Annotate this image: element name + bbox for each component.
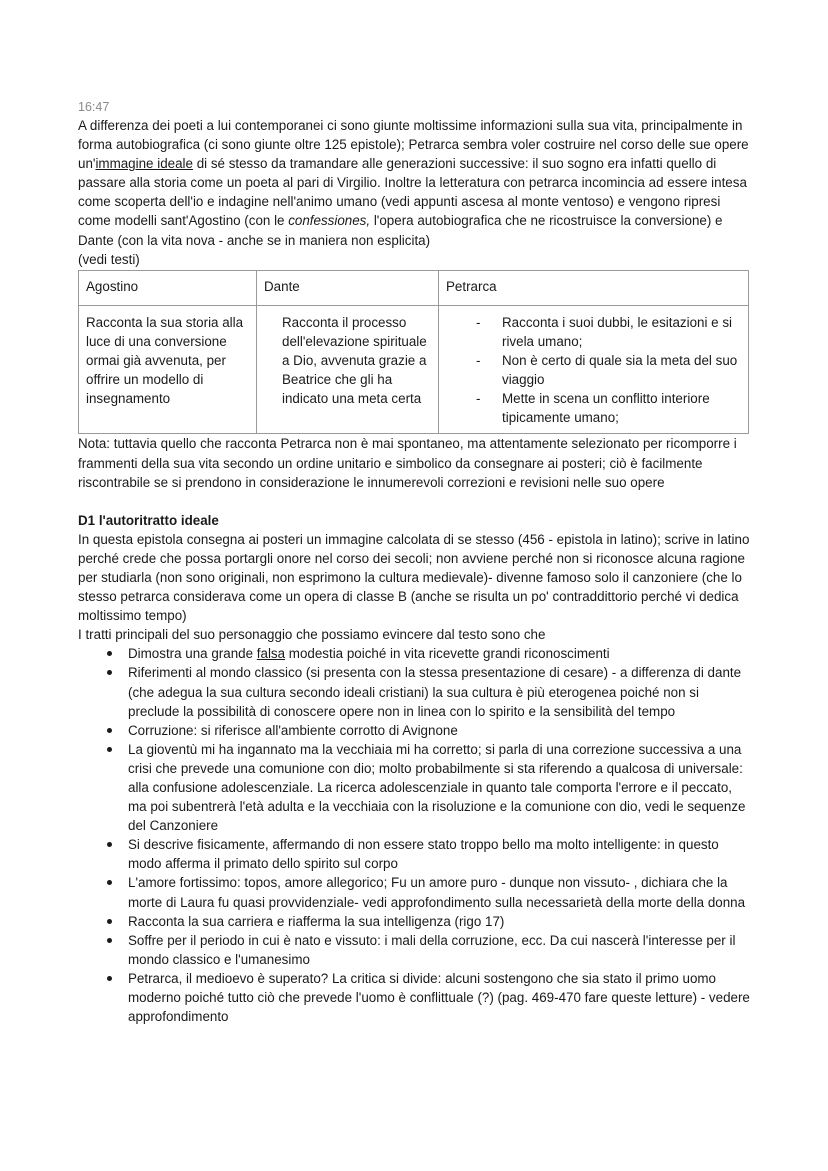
traits-list bbox=[78, 644, 750, 1026]
cell-petrarca bbox=[439, 305, 749, 434]
bullet-text: Dimostra una grande bbox=[128, 646, 257, 662]
bullet-text: modestia poiché in vita ricevette grandi riconoscimenti bbox=[285, 646, 610, 662]
table-row bbox=[79, 305, 749, 434]
list-item: - Mette in scena un conflitto interiore tipicamente umano; bbox=[470, 389, 741, 427]
intro-italic-title: confessiones, bbox=[288, 213, 371, 229]
list-item: - Racconta i suoi dubbi, le esitazioni e si rivela umano; bbox=[470, 313, 741, 351]
cell-dante: Racconta il processo dell'elevazione spirituale a Dio, avvenuta grazie a Beatrice che gli ha indicato una meta certa bbox=[257, 305, 439, 434]
intro-text-2: di sé stesso da tramandare alle generazioni successive: il suo sogno era infatti quello di passare alla storia come un poeta al pari di Virgilio. Inoltre la letteratura con petrarca incomincia ad essere intesa come scoperta dell'io e indagine nell'animo umano (vedi appunti ascesa al monte ventoso) e vengono ripresi come modelli sant'Agostino (con le bbox=[78, 156, 747, 229]
intro-text-1: A differenza dei poeti a lui contemporanei ci sono giunte moltissime informazioni sulla sua vita, principalmente in forma autobiografica (ci sono giunte oltre 125 epistole); Petrarca sembra voler costruire nel corso delle sue opere un' bbox=[78, 118, 749, 172]
list-item: Soffre per il periodo in cui è nato e vissuto: i mali della corruzione, ecc. Da cui nascerà l'interesse per il mondo classico e l'umanesimo bbox=[128, 931, 750, 969]
section-title: D1 l'autoritratto ideale bbox=[78, 512, 219, 528]
list-item: Riferimenti al mondo classico (si presenta con la stessa presentazione di cesare) - a differenza di dante (che adegua la sua cultura secondo ideali cristiani) la sua cultura è più eterogenea poiché non si preclude la possibilità di conoscere opere non in linea con lo spirito e la sensibilità del tempo bbox=[128, 663, 750, 720]
intro-paragraph bbox=[78, 116, 750, 250]
list-item: - Non è certo di quale sia la meta del suo viaggio bbox=[470, 351, 741, 389]
table-header-petrarca: Petrarca bbox=[439, 270, 749, 305]
list-item: Si descrive fisicamente, affermando di non essere stato troppo bello ma molto intelligente: in questo modo afferma il primato dello spirito sul corpo bbox=[128, 835, 750, 873]
petrarca-list bbox=[446, 313, 741, 428]
list-item bbox=[128, 644, 750, 663]
list-item: L'amore fortissimo: topos, amore allegorico; Fu un amore puro - dunque non vissuto- , dichiara che la morte di Laura fu quasi provvidenziale- vedi approfondimento sulla necessarietà della morte della donna bbox=[128, 873, 750, 911]
table-header-agostino: Agostino bbox=[79, 270, 257, 305]
list-item: Racconta la sua carriera e riafferma la sua intelligenza (rigo 17) bbox=[128, 912, 750, 931]
cell-agostino: Racconta la sua storia alla luce di una conversione ormai già avvenuta, per offrire un modello di insegnamento bbox=[79, 305, 257, 434]
table-header-row bbox=[79, 270, 749, 305]
list-item: Petrarca, il medioevo è superato? La critica si divide: alcuni sostengono che sia stato il primo uomo moderno poiché tutto ciò che prevede l'uomo è conflittuale (?) (pag. 469-470 fare queste letture) - vedere approfondimento bbox=[128, 969, 750, 1026]
section-lead: I tratti principali del suo personaggio che possiamo evincere dal testo sono che bbox=[78, 627, 546, 643]
list-item: Corruzione: si riferisce all'ambiente corrotto di Avignone bbox=[128, 721, 750, 740]
underlined-word: falsa bbox=[256, 646, 286, 662]
intro-text-3: l'opera autobiografica che ne ricostruisce la conversione) e Dante (con la vita nova - anche se in maniera non esplicita) bbox=[78, 213, 723, 248]
table-header-dante: Dante bbox=[257, 270, 439, 305]
list-item: La gioventù mi ha ingannato ma la vecchiaia mi ha corretto; si parla di una correzione successiva a una crisi che prevede una comunione con dio; molto probabilmente si sta riferendo a qualcosa di universale: alla confusione adolescenziale. La ricerca adolescenziale in quanto tale comporta l'errore e il peccato, ma poi subentrerà l'età adulta e la vecchiaia con la risoluzione e la comunione con dio, vedi le sequenze del Canzoniere bbox=[128, 740, 750, 835]
timestamp: 16:47 bbox=[78, 100, 110, 114]
note-paragraph: Nota: tuttavia quello che racconta Petrarca non è mai spontaneo, ma attentamente selezionato per ricomporre i frammenti della sua vita secondo un ordine unitario e simbolico da consegnare ai posteri; ciò è facilmente riscontrabile se si prendono in considerazione le innumerevoli correzioni e revisioni nelle suo opere bbox=[78, 436, 737, 490]
intro-underlined-phrase: immagine ideale bbox=[95, 156, 193, 172]
see-texts-note: (vedi testi) bbox=[78, 251, 140, 267]
comparison-table bbox=[78, 270, 749, 435]
section-body: In questa epistola consegna ai posteri un immagine calcolata di se stesso (456 - epistola in latino); scrive in latino perché crede che possa portargli onore nel corso dei secoli; non avviene perché non si riconosce alcuna ragione per studiarla (non sono originali, non esprimono la cultura medievale)- divenne famoso solo il canzoniere (che lo stesso petrarca considerava come un opera di classe B (anche se risulta un po' contraddittorio perché vi dedica moltissimo tempo) bbox=[78, 531, 750, 624]
